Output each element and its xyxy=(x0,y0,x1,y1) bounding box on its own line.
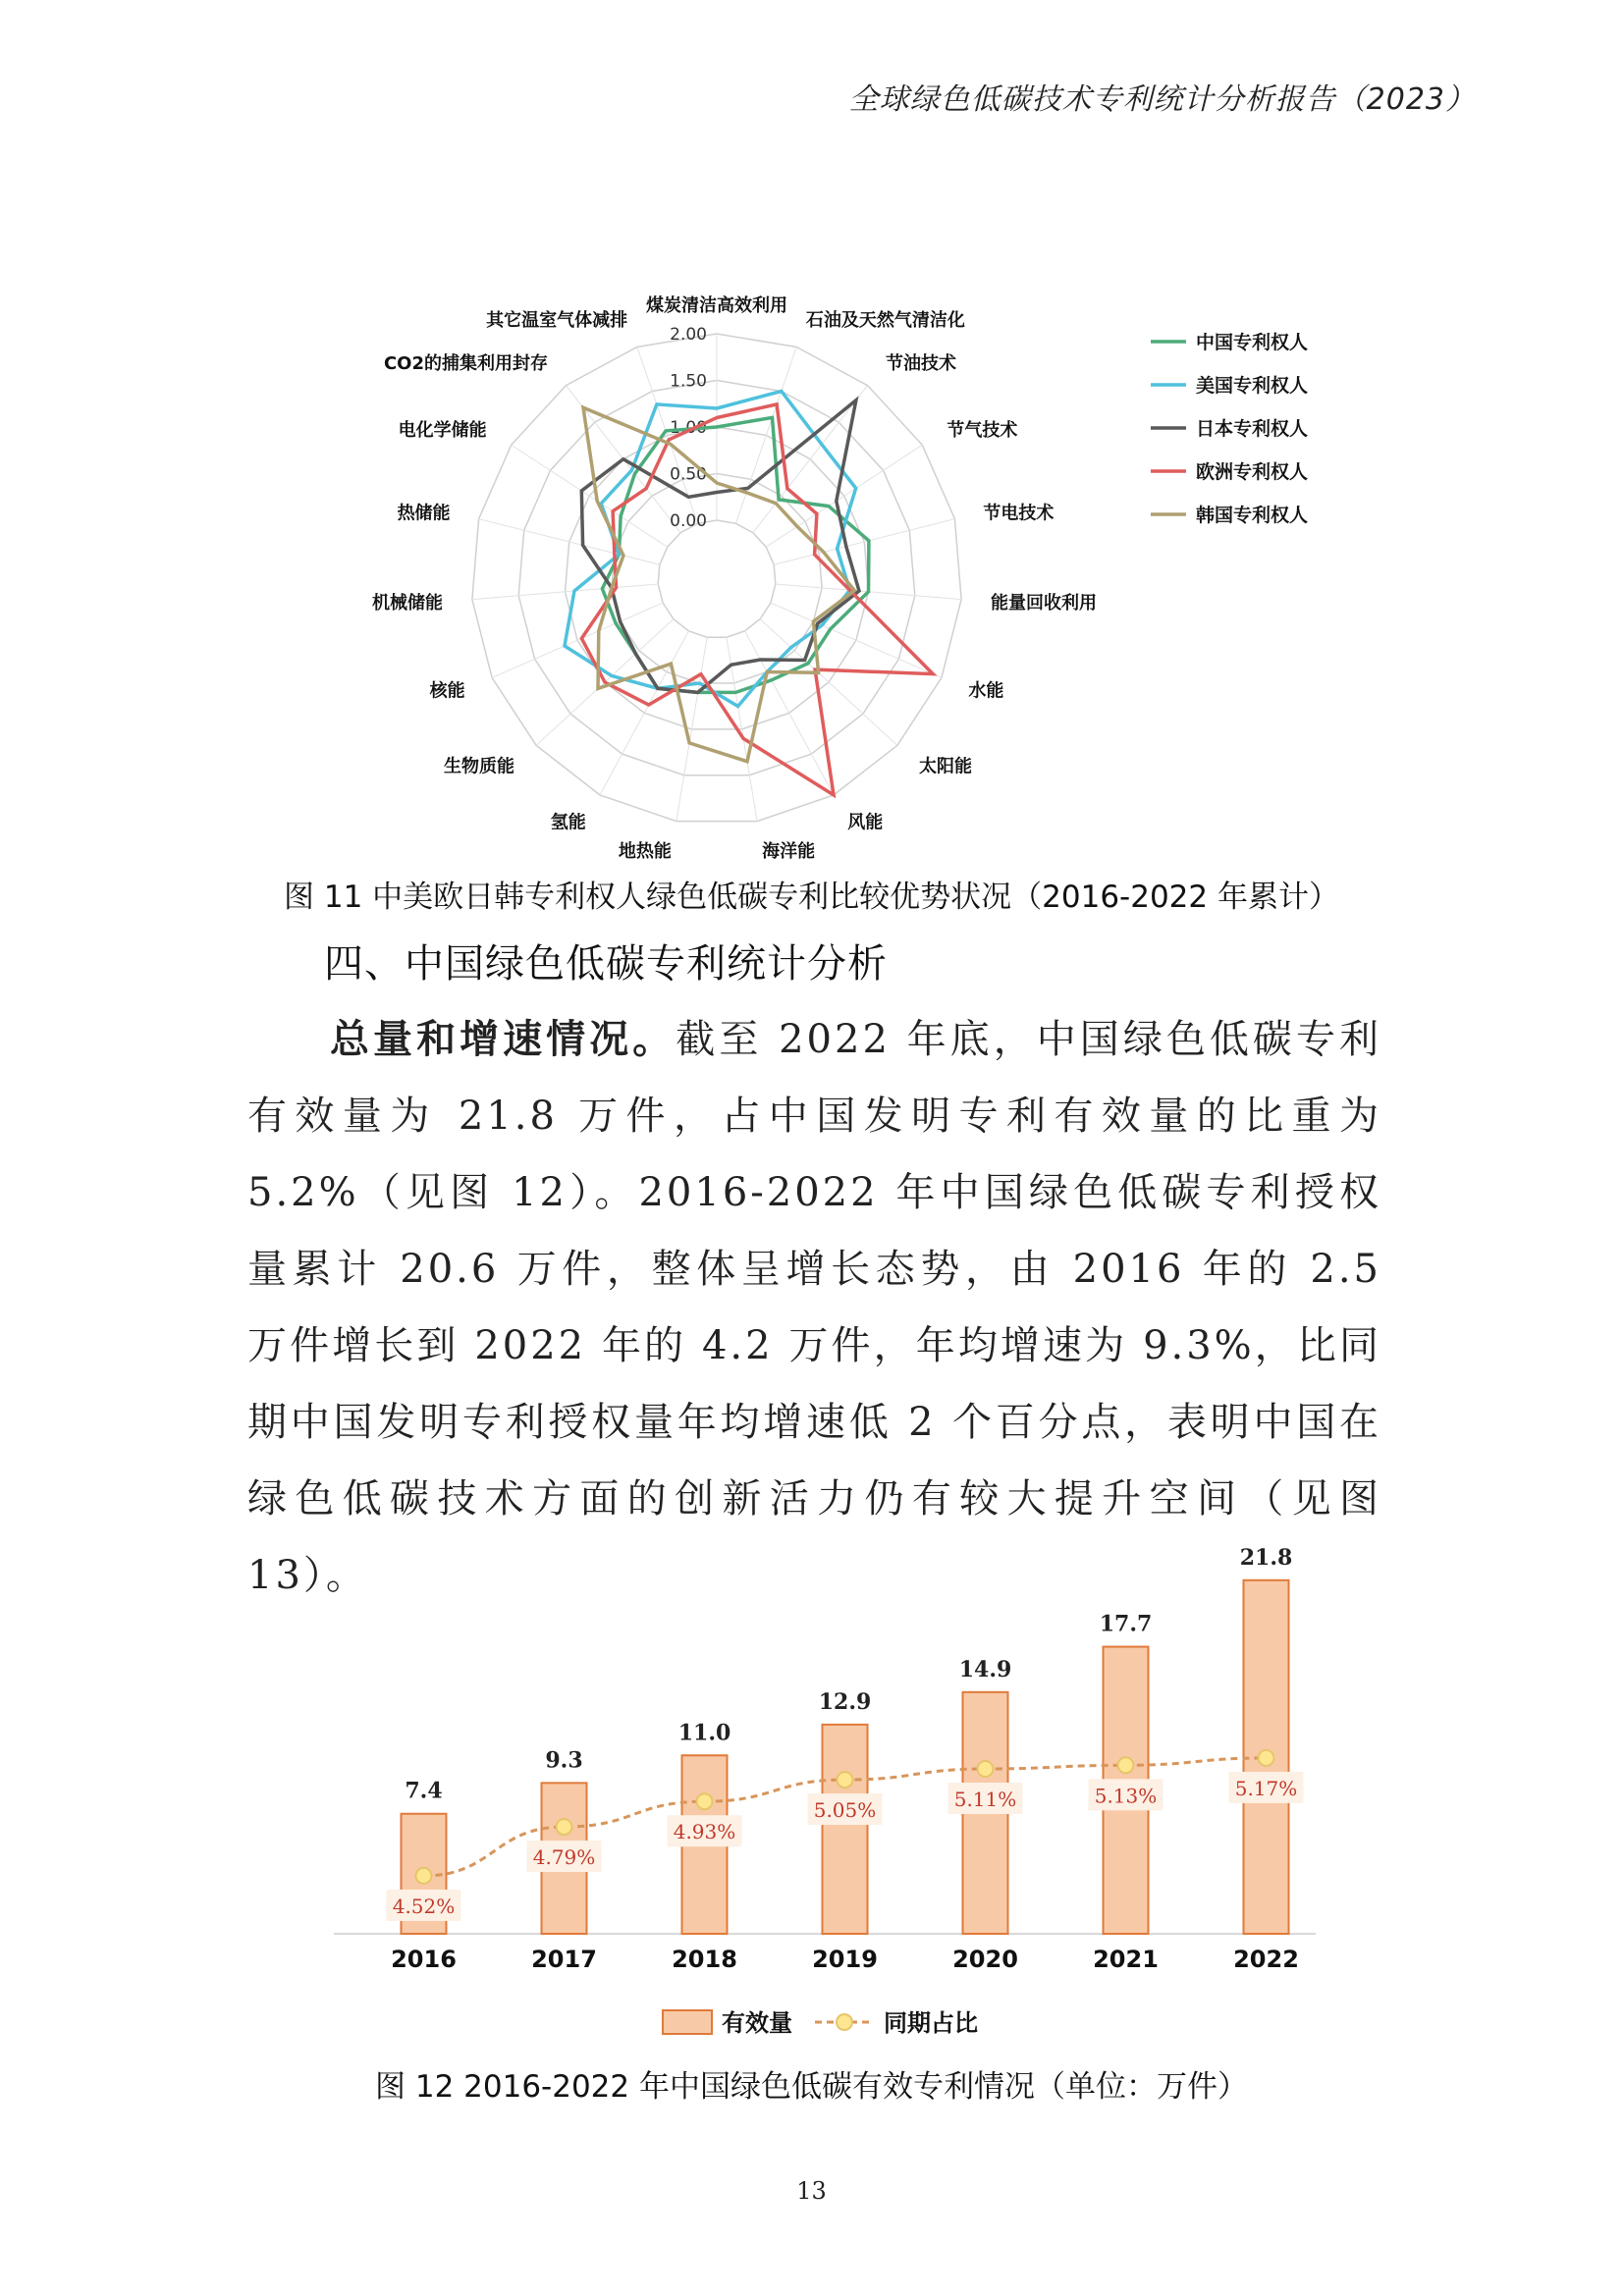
legend-label: 有效量 xyxy=(722,2009,792,2037)
legend-label: 韩国专利权人 xyxy=(1196,505,1309,526)
legend-swatch-point xyxy=(837,2014,852,2030)
bar-data-label: 21.8 xyxy=(1239,1544,1293,1571)
radar-series-line xyxy=(602,417,869,692)
legend-label: 日本专利权人 xyxy=(1196,418,1309,440)
share-data-label: 4.79% xyxy=(532,1845,596,1870)
radar-axis-label: 其它温室气体减排 xyxy=(486,310,628,332)
radar-spoke xyxy=(492,603,663,677)
radar-axis-label: 氢能 xyxy=(550,812,586,833)
legend-label: 中国专利权人 xyxy=(1196,332,1309,353)
radar-axis-label: CO2的捕集利用封存 xyxy=(383,353,549,375)
radar-axis-label: 能量回收利用 xyxy=(991,593,1098,614)
radar-tick-label: 1.00 xyxy=(670,418,707,438)
legend-swatch-bar xyxy=(663,2010,712,2034)
bar-data-label: 14.9 xyxy=(958,1656,1012,1682)
section-title: 四、中国绿色低碳专利统计分析 xyxy=(324,941,888,987)
x-tick-label: 2021 xyxy=(1093,1946,1159,1973)
paragraph-text: 截至 2022 年底，中国绿色低碳专利有效量为 21.8 万件，占中国发明专利有效量的比重为 5.2%（见图 12）。2016-2022 年中国绿色低碳专利授权量累计 20.6 万件，整体呈增长态势，由 2016 年的 2.5 万件增长到 2022 年的 4.2 万件，年均增速为 9.3%，比同期中国发明专利授权量年均增速低 2 个百分点，表明中国在绿色低碳技术方面的创新活力仍有较大提升空间（见图 13）。 xyxy=(247,1017,1381,1598)
share-data-label: 5.11% xyxy=(953,1788,1017,1811)
radar-axis-label: 热储能 xyxy=(397,503,451,524)
bar-line-chart xyxy=(314,1522,1335,2052)
radar-spoke xyxy=(735,347,796,524)
x-tick-label: 2019 xyxy=(812,1946,878,1973)
radar-axis-label: 太阳能 xyxy=(919,756,973,777)
share-data-label: 4.52% xyxy=(392,1894,456,1918)
bar xyxy=(823,1725,868,1934)
radar-chart xyxy=(334,255,1345,864)
bar-data-label: 7.4 xyxy=(405,1778,443,1804)
legend-label: 美国专利权人 xyxy=(1196,375,1309,397)
share-data-label: 5.17% xyxy=(1234,1776,1298,1800)
share-point xyxy=(557,1819,572,1835)
share-point xyxy=(1118,1757,1134,1773)
bar-data-label: 17.7 xyxy=(1099,1611,1153,1637)
radar-axis-label: 核能 xyxy=(429,680,465,702)
radar-axis-label: 电化学储能 xyxy=(398,419,487,441)
x-tick-label: 2017 xyxy=(531,1946,597,1973)
share-data-label: 5.05% xyxy=(813,1798,877,1823)
radar-axis-label: 石油及天然气清洁化 xyxy=(805,310,965,332)
share-data-label: 5.13% xyxy=(1094,1784,1158,1808)
figure-11-caption: 图 11 中美欧日韩专利权人绿色低碳专利比较优势状况（2016-2022 年累计） xyxy=(284,880,1339,915)
legend-label: 同期占比 xyxy=(884,2009,978,2037)
bar-data-label: 9.3 xyxy=(545,1747,583,1774)
radar-axis-label: 生物质能 xyxy=(443,756,514,777)
radar-axis-label: 地热能 xyxy=(618,841,672,863)
page-number: 13 xyxy=(796,2177,827,2205)
figure-12-caption: 图 12 2016-2022 年中国绿色低碳有效专利情况（单位：万件） xyxy=(375,2069,1248,2105)
radar-axis-label: 节气技术 xyxy=(947,419,1018,441)
radar-axis-label: 煤炭清洁高效利用 xyxy=(646,295,787,316)
radar-tick-label: 2.00 xyxy=(670,325,707,345)
radar-axis-label: 风能 xyxy=(847,812,884,833)
share-point xyxy=(416,1868,432,1884)
share-point xyxy=(697,1793,713,1809)
x-tick-label: 2020 xyxy=(952,1946,1018,1973)
radar-axis-label: 水能 xyxy=(968,680,1004,702)
legend-label: 欧洲专利权人 xyxy=(1196,461,1309,483)
share-point xyxy=(1259,1750,1274,1766)
radar-spoke xyxy=(771,603,942,677)
share-point xyxy=(978,1761,994,1777)
radar-axis-label: 节油技术 xyxy=(885,353,956,375)
radar-axis-label: 海洋能 xyxy=(762,841,816,863)
radar-tick-label: 0.50 xyxy=(670,464,707,485)
radar-spoke xyxy=(479,519,660,565)
share-point xyxy=(838,1772,853,1788)
radar-axis-label: 节电技术 xyxy=(983,503,1055,524)
bar-data-label: 12.9 xyxy=(818,1688,872,1715)
radar-spoke xyxy=(774,519,954,565)
share-data-label: 4.93% xyxy=(673,1820,736,1844)
x-tick-label: 2018 xyxy=(672,1946,737,1973)
radar-spoke xyxy=(760,619,897,746)
running-header: 全球绿色低碳技术专利统计分析报告（2023） xyxy=(848,82,1476,117)
x-tick-label: 2022 xyxy=(1233,1946,1299,1973)
radar-tick-label: 1.50 xyxy=(670,371,707,392)
x-tick-label: 2016 xyxy=(391,1946,457,1973)
paragraph-lead: 总量和增速情况。 xyxy=(330,1017,676,1062)
bar-data-label: 11.0 xyxy=(677,1720,731,1746)
radar-gridline xyxy=(658,520,776,637)
radar-tick-label: 0.00 xyxy=(670,511,707,531)
radar-axis-label: 机械储能 xyxy=(371,593,443,614)
